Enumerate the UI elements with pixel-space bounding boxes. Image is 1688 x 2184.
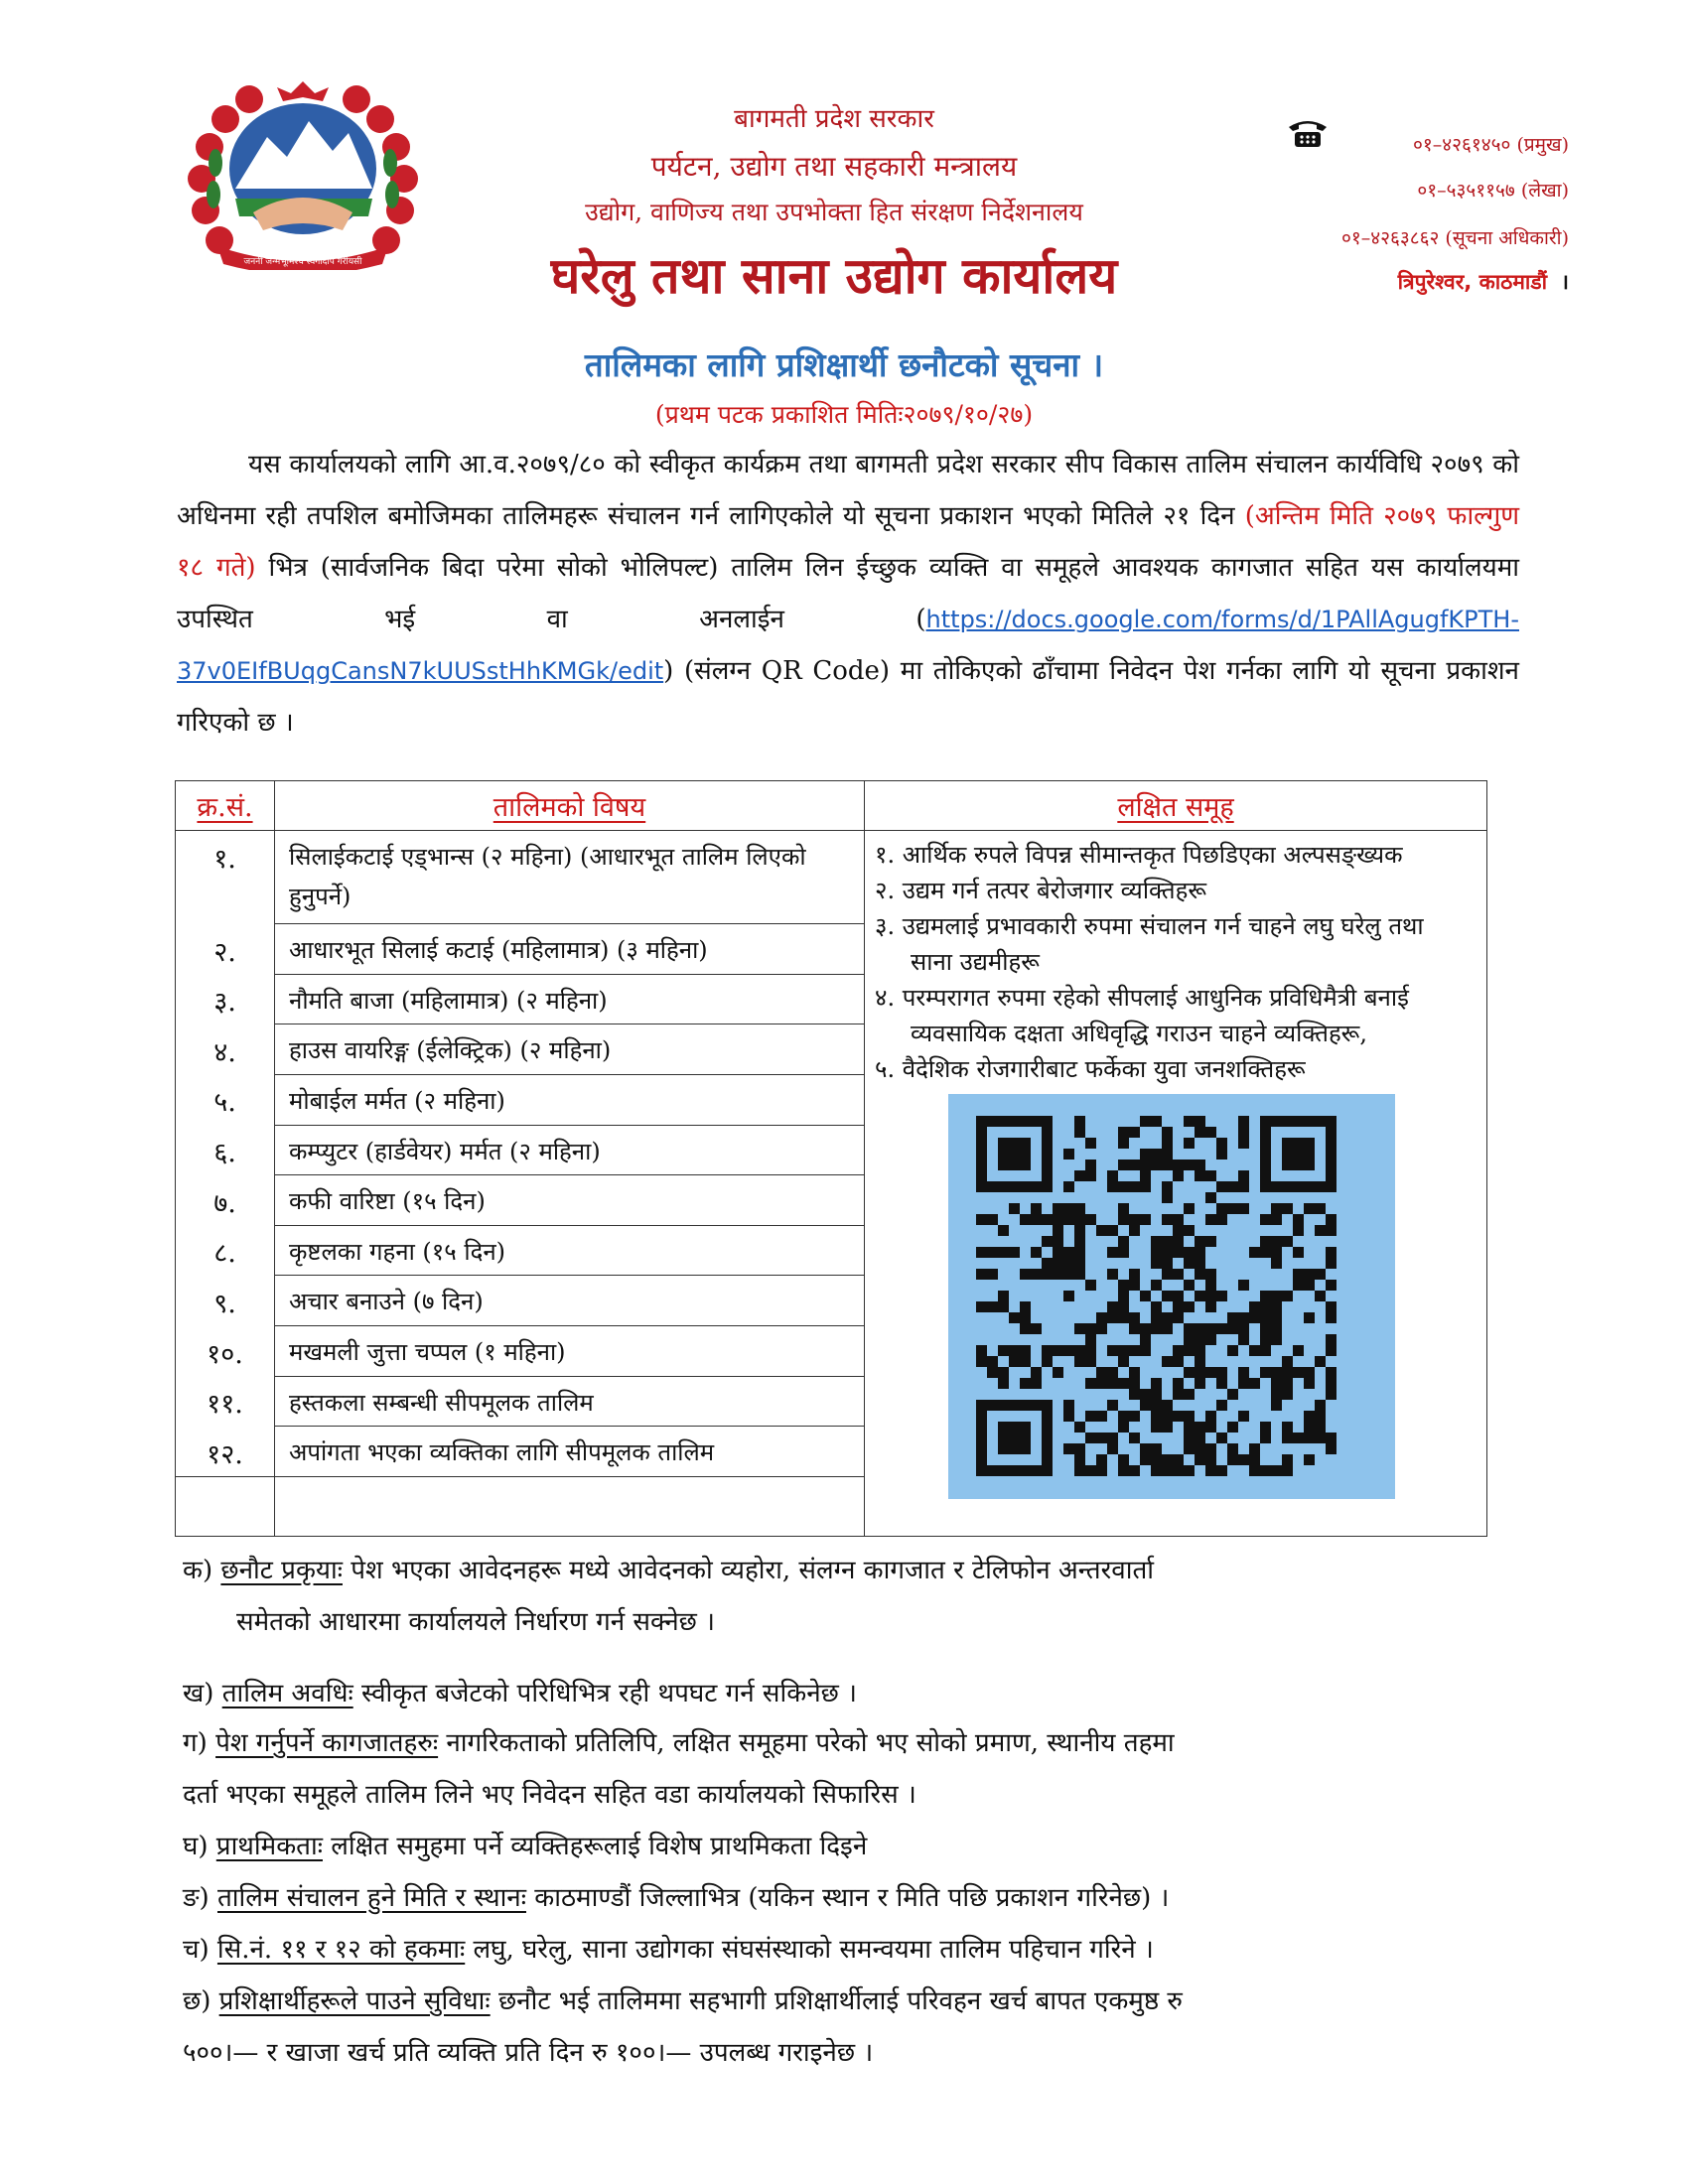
table-header-row [176,781,1487,831]
row-subject: नौमति बाजा (महिलामात्र) (२ महिना) [275,974,865,1024]
row-serial: २. [176,924,275,975]
condition-label: छनौट प्रकृयाः [220,1556,343,1585]
phone-info-officer: ०१–४२६३८६२ (सूचना अधिकारी) [1340,227,1569,249]
row-serial: ११. [176,1376,275,1427]
emblem-motto: जननी जन्मभूमिश्च स्वर्गादपि गरीयसी [243,257,362,267]
condition-text: काठमाण्डौं जिल्लाभित्र (यकिन स्थान र मिति पछि प्रकाशन गरिनेछ) । [534,1883,1170,1913]
phone-chief: ०१–४२६१४५० (प्रमुख) [1412,134,1569,156]
notice-publish-date: (प्रथम पटक प्रकाशित मितिः२०७९/१०/२७) [654,400,1034,429]
row-serial: ४. [176,1024,275,1075]
target-item: ४. परम्परागत रुपमा रहेको सीपलाई आधुनिक प्रविधिमैत्री बनाई [875,984,1409,1012]
condition-label: तालिम अवधिः [221,1679,353,1708]
condition-ka [183,1545,1533,1648]
telephone-icon [1287,117,1329,149]
target-item: व्यवसायिक दक्षता अधिवृद्धि गराउन चाहने व्यक्तिहरू, [911,1020,1367,1047]
row-serial: ८. [176,1225,275,1276]
condition-text: स्वीकृत बजेटको परिधिभित्र रही थपघट गर्न सकिनेछ । [360,1679,857,1708]
condition-text: छनौट भई तालिममा सहभागी प्रशिक्षार्थीलाई परिवहन खर्च बापत एकमुष्ठ रु [497,1986,1183,2016]
condition-mark: क) [183,1556,213,1585]
header-target-group: लक्षित समूह [865,781,1487,831]
row-subject: मोबाईल मर्मत (२ महिना) [275,1074,865,1125]
target-item: ५. वैदेशिक रोजगारीबाट फर्केका युवा जनशक्तिहरू [875,1055,1306,1083]
ministry-heading: पर्यटन, उद्योग तथा सहकारी मन्त्रालय [650,150,1018,183]
condition-cha [183,1924,1533,1976]
intro-text-3: (संलग्न QR Code) मा तोकिएको ढाँचामा निवेदन पेश गर्नका लागि यो सूचना प्रकाशन गरिएको छ । [177,656,1519,738]
row-serial: १. [176,831,275,924]
condition-continuation: ५००।— र खाजा खर्च प्रति व्यक्ति प्रति दिन रु १००।— उपलब्ध गराइनेछ । [183,2038,874,2068]
condition-continuation: समेतको आधारमा कार्यालयले निर्धारण गर्न सक्नेछ । [236,1607,716,1637]
table-row [176,831,1487,924]
row-subject: हाउस वायरिङ्ग (ईलेक्ट्रिक) (२ महिना) [275,1024,865,1075]
condition-mark: ग) [183,1728,208,1758]
row-subject: अचार बनाउने (७ दिन) [275,1276,865,1326]
condition-gha [183,1821,1533,1872]
condition-label: प्राथमिकताः [215,1832,323,1861]
condition-continuation: दर्ता भएका समूहले तालिम लिने भए निवेदन सहित वडा कार्यालयको सिफारिस । [183,1780,916,1810]
row-serial: १२. [176,1427,275,1477]
notice-title: तालिमका लागि प्रशिक्षार्थी छनौटको सूचना । [584,345,1104,384]
row-subject: सिलाईकटाई एड्भान्स (२ महिना) (आधारभूत तालिम लिएको हुनुपर्ने) [275,831,865,924]
qr-code[interactable] [948,1094,1395,1499]
condition-mark: घ) [183,1832,209,1861]
condition-text: पेश भएका आवेदनहरू मध्ये आवेदनको व्यहोरा, संलग्न कागजात र टेलिफोन अन्तरवार्ता [351,1556,1154,1585]
condition-text: नागरिकताको प्रतिलिपि, लक्षित समूहमा परेको भए सोको प्रमाण, स्थानीय तहमा [446,1728,1175,1758]
condition-mark: छ) [183,1986,211,2016]
target-item: २. उद्यम गर्न तत्पर बेरोजगार व्यक्तिहरू [875,877,1206,904]
condition-mark: च) [183,1935,210,1965]
row-serial: ५. [176,1074,275,1125]
row-serial: ९. [176,1276,275,1326]
row-subject: मखमली जुत्ता चप्पल (१ महिना) [275,1326,865,1377]
blank-cell [176,1477,275,1537]
target-item: ३. उद्यमलाई प्रभावकारी रुपमा संचालन गर्न चाहने लघु घरेलु तथा [875,912,1424,940]
condition-label: प्रशिक्षार्थीहरूले पाउने सुविधाः [218,1986,491,2016]
office-name-heading: घरेलु तथा साना उद्योग कार्यालय [550,246,1118,305]
condition-label: सि.नं. ११ र १२ को हकमाः [216,1935,466,1965]
row-serial: ७. [176,1175,275,1226]
row-serial: ६. [176,1125,275,1175]
condition-text: लक्षित समुहमा पर्ने व्यक्तिहरूलाई विशेष प्राथमिकता दिइने [331,1832,868,1861]
target-item: १. आर्थिक रुपले विपन्न सीमान्तकृत पिछडिएका अल्पसङ्ख्यक [875,841,1403,869]
blank-cell [275,1477,865,1537]
condition-ga [183,1717,1533,1821]
header-serial: क्र.सं. [176,781,275,831]
condition-mark: ङ) [183,1883,210,1913]
header-subject: तालिमको विषय [275,781,865,831]
row-subject: कम्प्युटर (हार्डवेयर) मर्मत (२ महिना) [275,1125,865,1175]
intro-paragraph: यस कार्यालयको लागि आ.व.२०७९/८० को स्वीकृत कार्यक्रम तथा बागमती प्रदेश सरकार सीप विकास तालिम संचालन कार्यविधि २०७९ को अधिनमा रही तपशिल बमोजिमका तालिमहरू संचालन गर्न लागिएकोले यो सूचना प्रकाशन भएको मितिले २१ दिन (अन्तिम मिति २०७९ फाल्गुण १८ गते) भित्र (सार्वजनिक बिदा परेमा सोको भोलिपल्ट) तालिम लिन ईच्छुक व्यक्ति वा समूहले आवश्यक कागजात सहित यस कार्यालयमा उपस्थित भई वा अनलाईन (https://docs.google.com/forms/d/1PAllAgugfKPTH-37v0EIfBUqgCansN7kUUSstHhKMGk/edit) (संलग्न QR Code) मा तोकिएको ढाँचामा निवेदन पेश गर्नका लागि यो सूचना प्रकाशन गरिएको छ । [177,450,1520,738]
target-item: साना उद्यमीहरू [911,948,1040,976]
intro-text-1: यस कार्यालयको लागि आ.व.२०७९/८० को स्वीकृत कार्यक्रम तथा बागमती प्रदेश सरकार सीप विकास तालिम संचालन कार्यविधि २०७९ को अधिनमा रही तपशिल बमोजिमका तालिमहरू संचालन गर्न लागिएकोले यो सूचना प्रकाशन भएको मितिले २१ दिन [177,450,1519,531]
condition-label: पेश गर्नुपर्ने कागजातहरुः [215,1728,439,1758]
row-serial: १०. [176,1326,275,1377]
google-form-link[interactable]: https://docs.google.com/forms/d/1PAllAgugfKPTH-37v0EIfBUqgCansN7kUUSstHhKMGk/edit [177,606,1519,685]
intro-text-2: भित्र (सार्वजनिक बिदा परेमा सोको भोलिपल्ट) तालिम लिन ईच्छुक व्यक्ति वा समूहले आवश्यक कागजात सहित यस कार्यालयमा उपस्थित भई वा अनलाईन [177,553,1519,634]
condition-mark: ख) [183,1679,214,1708]
row-subject: आधारभूत सिलाई कटाई (महिलामात्र) (३ महिना) [275,924,865,975]
row-serial: ३. [176,974,275,1024]
condition-kha [183,1668,1533,1719]
condition-text: लघु, घरेलु, साना उद्योगका संघसंस्थाको समन्वयमा तालिम पहिचान गरिने । [473,1935,1154,1965]
office-address [1398,268,1569,296]
directorate-heading: उद्योग, वाणिज्य तथा उपभोक्ता हित संरक्षण निर्देशनालय [585,198,1083,226]
row-subject: अपांगता भएका व्यक्तिका लागि सीपमूलक तालिम [275,1427,865,1477]
condition-label: तालिम संचालन हुने मिति र स्थानः [216,1883,526,1913]
address-text: त्रिपुरेश्वर, काठमाडौं [1397,270,1548,294]
condition-nga [183,1872,1533,1924]
province-government-heading: बागमती प्रदेश सरकार [734,104,934,134]
row-subject: हस्तकला सम्बन्धी सीपमूलक तालिम [275,1376,865,1427]
phone-accounts: ०१–५३५११५७ (लेखा) [1417,180,1569,202]
deadline-text: (अन्तिम मिति २०७९ फाल्गुण १८ गते) [177,501,1520,583]
address-end: । [1561,270,1569,294]
row-subject: कृष्टलका गहना (१५ दिन) [275,1225,865,1276]
nepal-emblem-logo [184,71,422,270]
condition-chha [183,1976,1533,2079]
row-subject: कफी वारिष्टा (१५ दिन) [275,1175,865,1226]
